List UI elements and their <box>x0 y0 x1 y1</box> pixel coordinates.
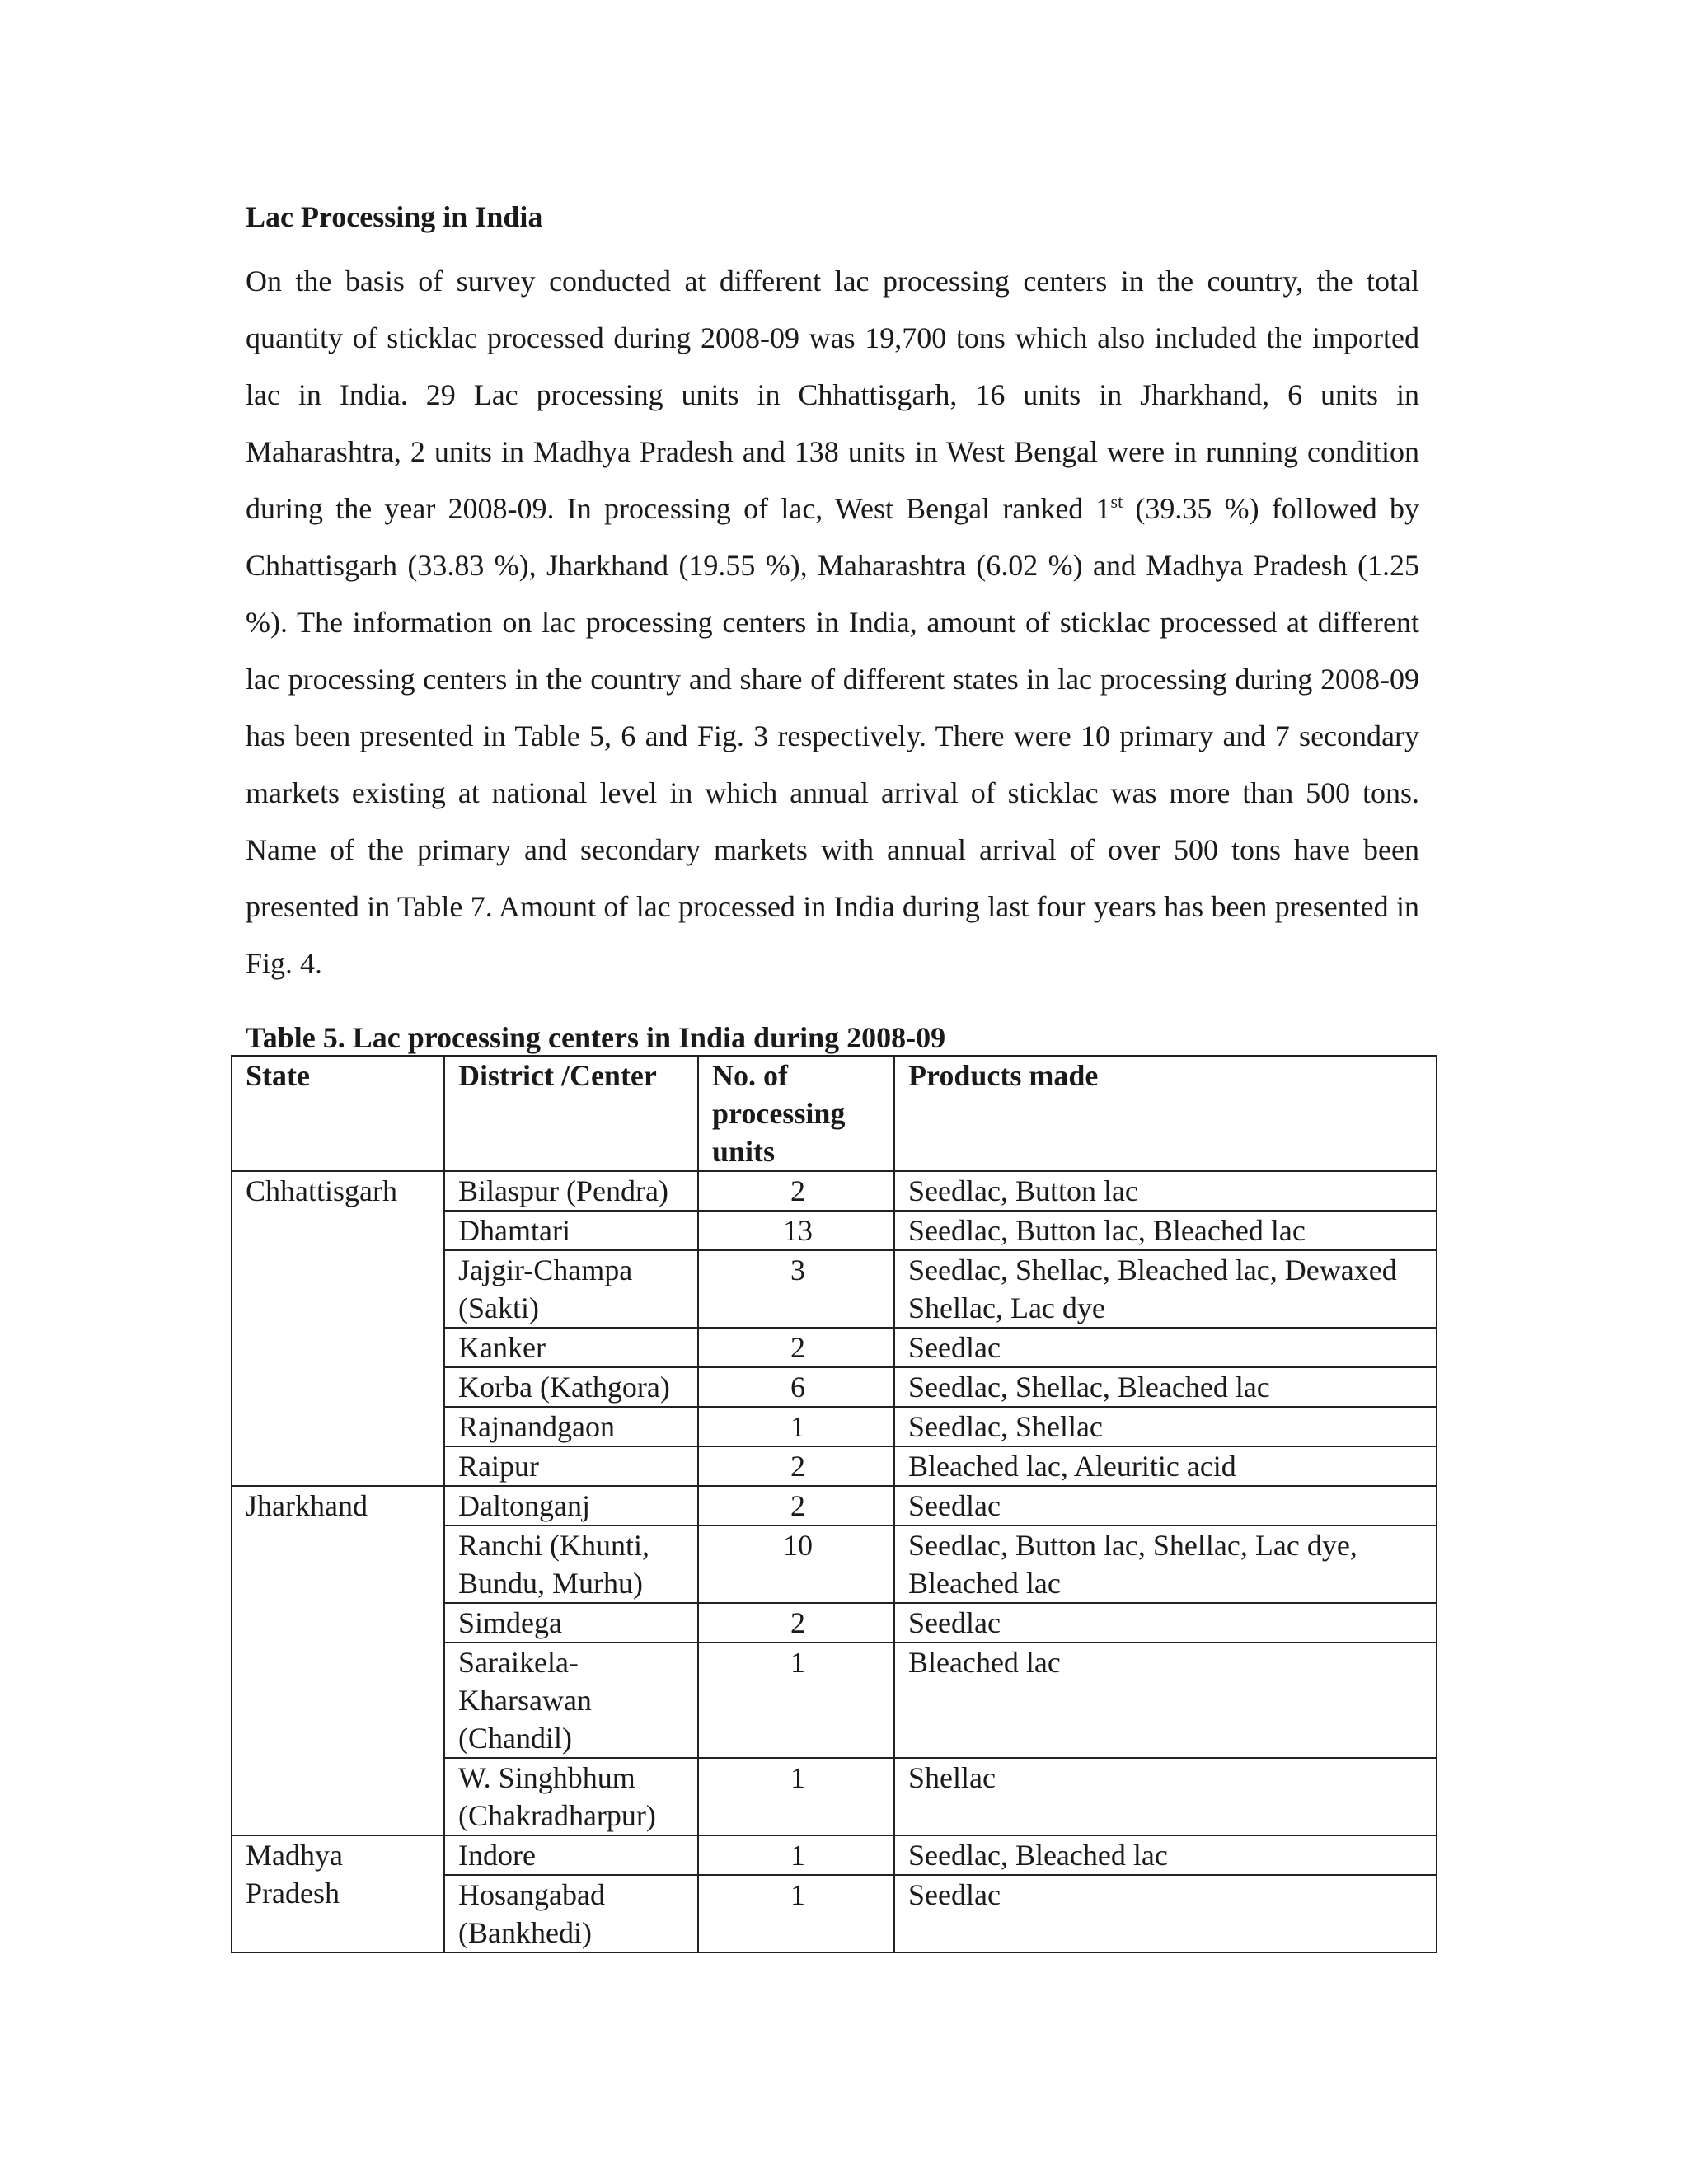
district-cell: Korba (Kathgora) <box>444 1367 698 1407</box>
district-cell: Simdega <box>444 1603 698 1643</box>
products-cell: Seedlac <box>894 1603 1437 1643</box>
district-cell: Indore <box>444 1835 698 1875</box>
table-body <box>232 1171 1437 1952</box>
units-cell: 2 <box>698 1171 894 1211</box>
paragraph-text-1: On the basis of survey conducted at different lac processing centers in the country, the total quantity of sticklac processed during 2008-09 was 19,700 tons which also included the imported lac in India. 29 Lac processing units in Chhattisgarh, 16 units in Jharkhand, 6 units in Maharashtra, 2 units in Madhya Pradesh and 138 units in West Bengal were in running condition during the year 2008-09. In processing of lac, West Bengal ranked 1 <box>246 265 1419 525</box>
table-row <box>232 1171 1437 1211</box>
products-cell: Seedlac <box>894 1486 1437 1526</box>
section-heading: Lac Processing in India <box>246 200 543 233</box>
lac-processing-table <box>231 1055 1437 1953</box>
products-cell: Bleached lac <box>894 1643 1437 1758</box>
units-cell: 1 <box>698 1758 894 1835</box>
units-cell: 2 <box>698 1328 894 1367</box>
products-cell: Seedlac, Button lac <box>894 1171 1437 1211</box>
body-paragraph <box>246 253 1419 992</box>
units-cell: 13 <box>698 1211 894 1250</box>
units-cell: 1 <box>698 1875 894 1952</box>
district-cell: Dhamtari <box>444 1211 698 1250</box>
products-cell: Seedlac <box>894 1875 1437 1952</box>
units-cell: 2 <box>698 1603 894 1643</box>
ordinal-superscript: st <box>1110 491 1123 512</box>
header-district: District /Center <box>444 1056 698 1171</box>
state-cell: Chhattisgarh <box>232 1171 444 1486</box>
units-cell: 1 <box>698 1407 894 1446</box>
table-row <box>232 1835 1437 1875</box>
units-cell: 2 <box>698 1446 894 1486</box>
table-row <box>232 1486 1437 1526</box>
district-cell: Hosangabad (Bankhedi) <box>444 1875 698 1952</box>
header-units: No. of processing units <box>698 1056 894 1171</box>
units-cell: 10 <box>698 1526 894 1603</box>
district-cell: Jajgir-Champa (Sakti) <box>444 1250 698 1328</box>
products-cell: Seedlac, Shellac, Bleached lac <box>894 1367 1437 1407</box>
state-cell: Jharkhand <box>232 1486 444 1835</box>
header-products: Products made <box>894 1056 1437 1171</box>
district-cell: Saraikela-Kharsawan (Chandil) <box>444 1643 698 1758</box>
district-cell: Raipur <box>444 1446 698 1486</box>
products-cell: Seedlac <box>894 1328 1437 1367</box>
paragraph-text-2: (39.35 %) followed by Chhattisgarh (33.83 %), Jharkhand (19.55 %), Maharashtra (6.02 %) and Madhya Pradesh (1.25 %). The information on lac processing centers in India, amount of sticklac processed at different lac processing centers in the country and share of different states in lac processing during 2008-09 has been presented in Table 5, 6 and Fig. 3 respectively. There were 10 primary and 7 secondary markets existing at national level in which annual arrival of sticklac was more than 500 tons. Name of the primary and secondary markets with annual arrival of over 500 tons have been presented in Table 7. Amount of lac processed in India during last four years has been presented in Fig. 4. <box>246 492 1419 980</box>
products-cell: Seedlac, Shellac, Bleached lac, Dewaxed Shellac, Lac dye <box>894 1250 1437 1328</box>
district-cell: Rajnandgaon <box>444 1407 698 1446</box>
units-cell: 2 <box>698 1486 894 1526</box>
units-cell: 3 <box>698 1250 894 1328</box>
units-cell: 1 <box>698 1643 894 1758</box>
district-cell: Ranchi (Khunti, Bundu, Murhu) <box>444 1526 698 1603</box>
header-state: State <box>232 1056 444 1171</box>
state-cell: Madhya Pradesh <box>232 1835 444 1952</box>
district-cell: Daltonganj <box>444 1486 698 1526</box>
products-cell: Bleached lac, Aleuritic acid <box>894 1446 1437 1486</box>
products-cell: Seedlac, Shellac <box>894 1407 1437 1446</box>
products-cell: Seedlac, Bleached lac <box>894 1835 1437 1875</box>
units-cell: 1 <box>698 1835 894 1875</box>
district-cell: W. Singhbhum (Chakradharpur) <box>444 1758 698 1835</box>
products-cell: Shellac <box>894 1758 1437 1835</box>
units-cell: 6 <box>698 1367 894 1407</box>
district-cell: Bilaspur (Pendra) <box>444 1171 698 1211</box>
district-cell: Kanker <box>444 1328 698 1367</box>
products-cell: Seedlac, Button lac, Bleached lac <box>894 1211 1437 1250</box>
products-cell: Seedlac, Button lac, Shellac, Lac dye, Bleached lac <box>894 1526 1437 1603</box>
table-caption: Table 5. Lac processing centers in India during 2008-09 <box>246 1021 946 1054</box>
table-header-row <box>232 1056 1437 1171</box>
